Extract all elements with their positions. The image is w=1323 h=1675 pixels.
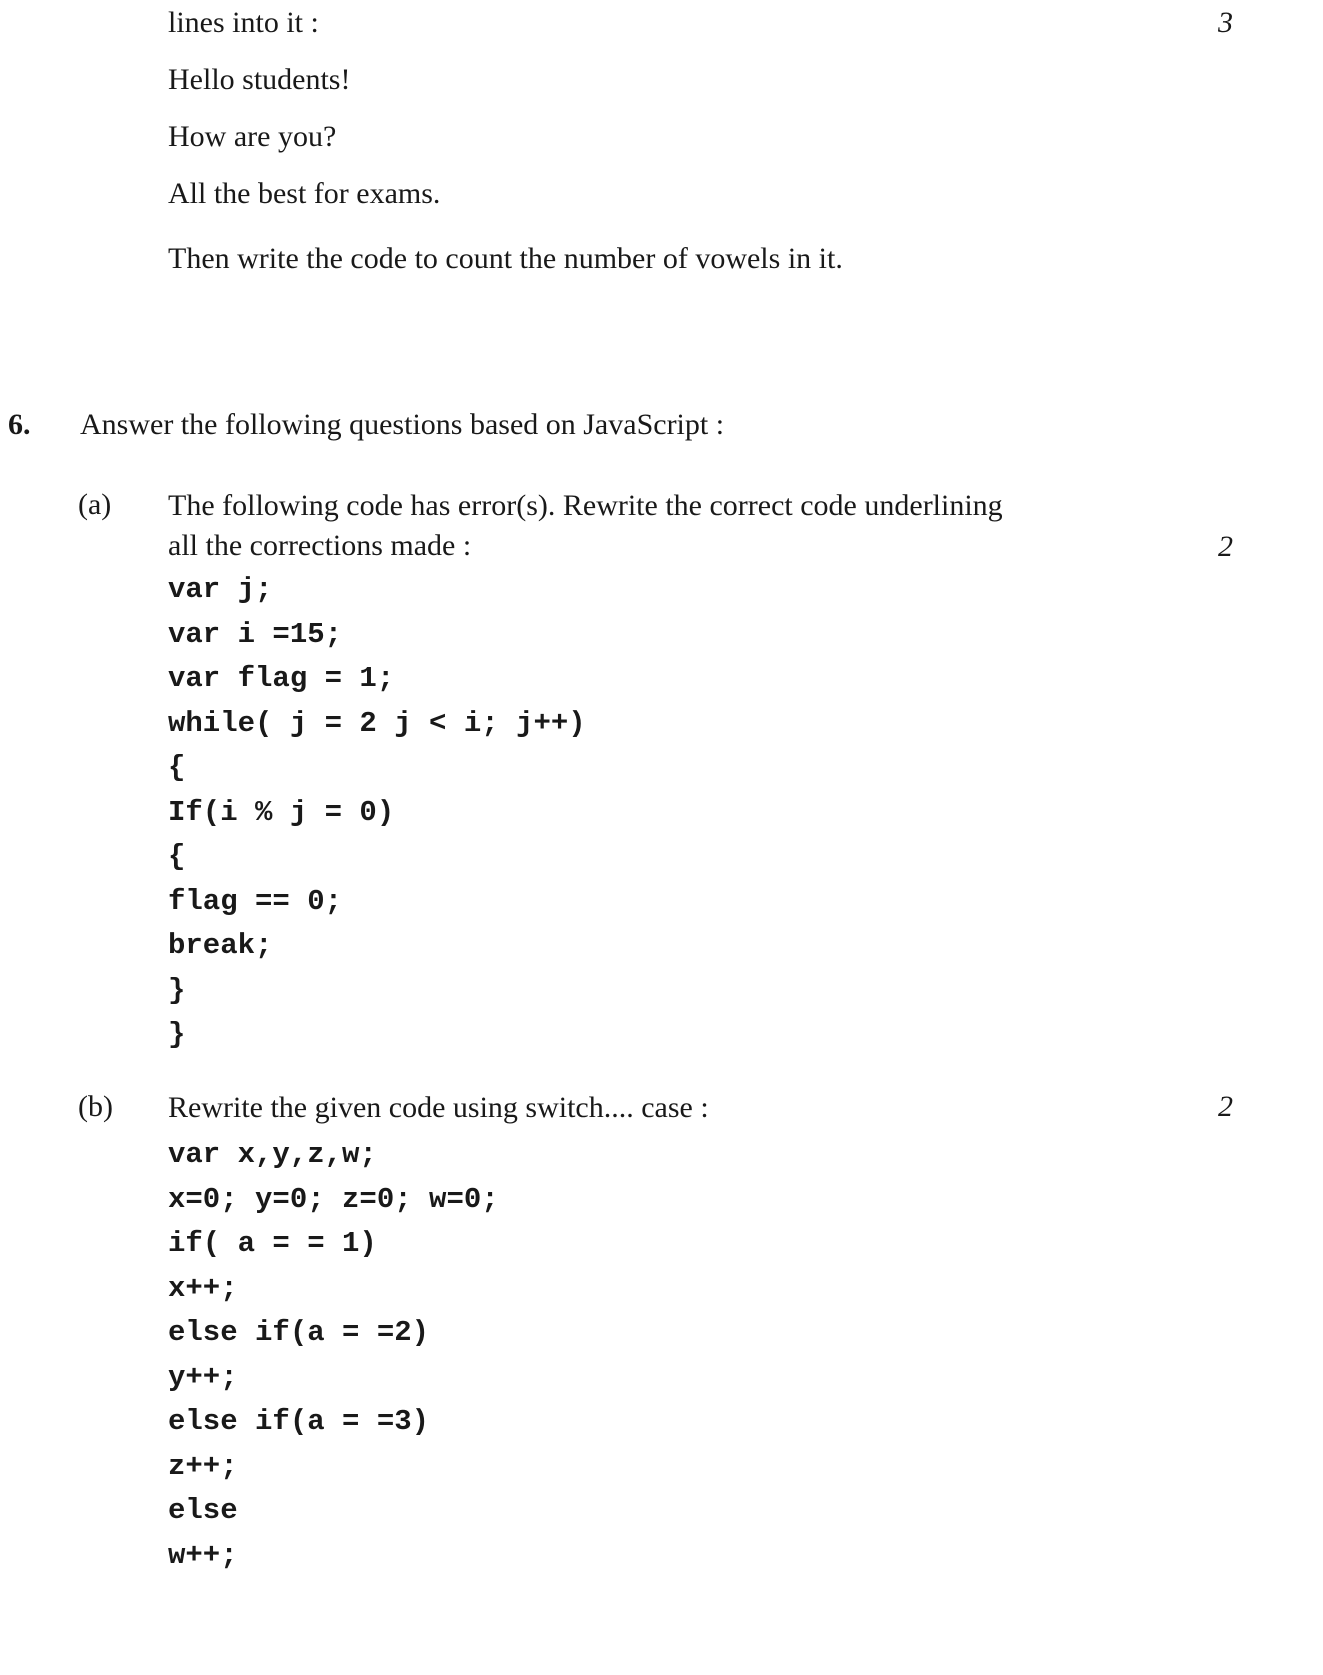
part-b-prompt-line1: Rewrite the given code using switch.... case : (168, 1091, 709, 1124)
part-a-prompt-line2: all the corrections made : (168, 529, 472, 562)
code-line: var i =15; (168, 617, 343, 651)
code-line: else (168, 1494, 238, 1527)
code-line: else if(a = =3) (168, 1405, 430, 1438)
code-line: break; (168, 929, 273, 962)
marks-badge-q6a: 2 (1218, 530, 1233, 563)
part-a-prompt (168, 486, 1183, 566)
code-line: else if(a = =2) (168, 1316, 430, 1349)
intro-line: All the best for exams. (168, 177, 441, 210)
part-a-code-block (168, 568, 586, 1058)
code-line: { (168, 840, 186, 873)
intro-line: Hello students! (168, 63, 351, 96)
code-line: x=0; y=0; z=0; w=0; (168, 1182, 499, 1216)
code-line: y++; (168, 1360, 238, 1394)
part-b-prompt (168, 1088, 1183, 1128)
code-line: if( a = = 1) (168, 1227, 377, 1260)
code-line: var j; (168, 573, 273, 606)
code-line: flag == 0; (168, 884, 343, 918)
part-a-prompt-line1: The following code has error(s). Rewrite the correct code underlining (168, 489, 1003, 522)
marks-badge-q5: 3 (1218, 6, 1233, 39)
code-line: var flag = 1; (168, 662, 395, 695)
intro-line: lines into it : (168, 6, 319, 39)
code-line: { (168, 751, 186, 784)
code-line: x++; (168, 1271, 238, 1305)
code-line: while( j = 2 j < i; j++) (168, 706, 586, 740)
part-b-label: (b) (78, 1090, 113, 1123)
question6-number: 6. (8, 408, 31, 441)
intro-followup: Then write the code to count the number of vowels in it. (168, 242, 843, 275)
intro-line: How are you? (168, 120, 337, 153)
code-line: } (168, 1018, 186, 1051)
code-line: var x,y,z,w; (168, 1138, 377, 1171)
question5-continuation (168, 4, 1223, 278)
code-line: If(i % j = 0) (168, 795, 395, 829)
part-a-label: (a) (78, 488, 112, 521)
code-line: } (168, 973, 186, 1007)
code-line: w++; (168, 1538, 238, 1572)
part-b-code-block (168, 1133, 499, 1578)
code-line: z++; (168, 1449, 238, 1483)
marks-badge-q6b: 2 (1218, 1090, 1233, 1123)
question6-prompt: Answer the following questions based on JavaScript : (80, 408, 725, 441)
